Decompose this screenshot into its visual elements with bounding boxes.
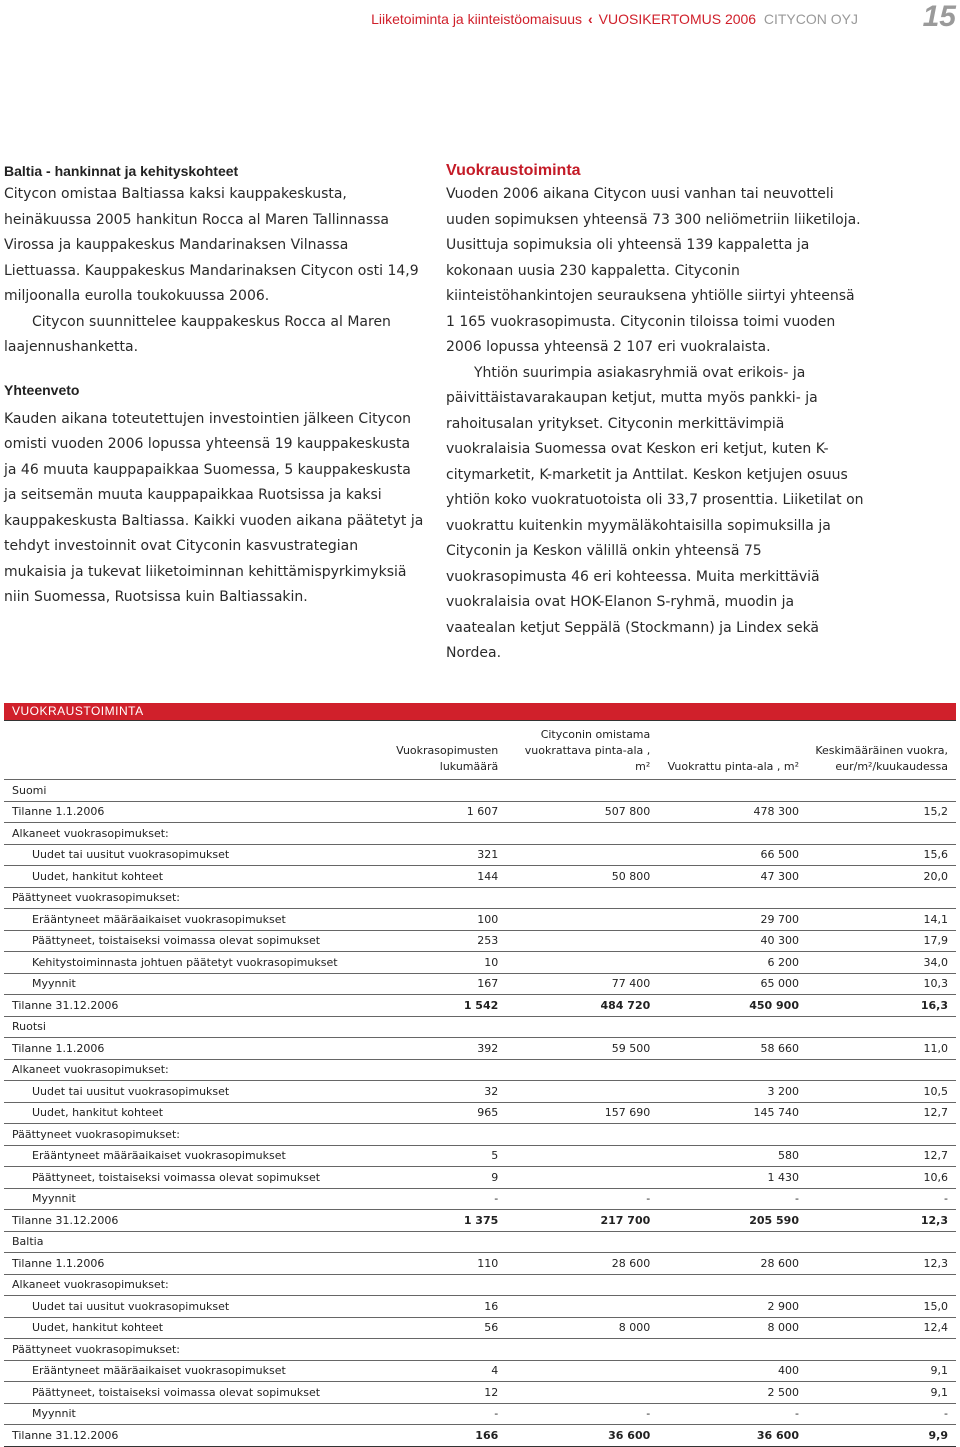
row-owned-area xyxy=(506,1145,658,1167)
table-row xyxy=(4,995,956,1017)
table-row xyxy=(4,1274,956,1296)
table-header-col-4: Keskimääräinen vuokra, eur/m²/kuukaudessa xyxy=(807,721,956,780)
row-avg-rent: 16,3 xyxy=(807,995,956,1017)
row-owned-area xyxy=(506,1231,658,1253)
table-row xyxy=(4,1016,956,1038)
row-avg-rent xyxy=(807,1124,956,1146)
row-leased-area xyxy=(658,1274,807,1296)
row-avg-rent: 12,3 xyxy=(807,1253,956,1275)
row-contracts: 16 xyxy=(386,1296,506,1318)
table-body xyxy=(4,780,956,1447)
row-leased-area: 3 200 xyxy=(658,1081,807,1103)
table-row xyxy=(4,973,956,995)
row-leased-area: 58 660 xyxy=(658,1038,807,1060)
table-row xyxy=(4,866,956,888)
row-label: Uudet, hankitut kohteet xyxy=(4,1102,386,1124)
row-owned-area xyxy=(506,1296,658,1318)
row-label: Uudet tai uusitut vuokrasopimukset xyxy=(4,844,386,866)
vuokraustoiminta-paragraph-2: Yhtiön suurimpia asiakasryhmiä ovat erikois- ja päivittäistavarakaupan ketjut, mutta myös pankki- ja rahoitusalan yritykset. Cityconin merkittävimpiä vuokralaisia Suomessa ovat Keskon eri ketjut, kuten K-citymarketit, K-marketit ja Anttilat. Keskon ketjujen osuus yhtiön koko vuokratuotoista oli 33,7 prosenttia. Liiketilat on vuokrattu kuitenkin myymäläkohtaisilla sopimuksilla ja Cityconin ja Keskon välillä onkin yhteensä 75 vuokrasopimusta 46 eri kohteessa. Muita merkittäviä vuokralaisia ovat HOK-Elanon S-ryhmä, muodin ja vaatealan ketjut Seppälä (Stockmann) ja Lindex sekä Nordea. xyxy=(446,364,864,661)
row-avg-rent xyxy=(807,780,956,802)
row-owned-area: 77 400 xyxy=(506,973,658,995)
baltia-paragraph-2: Citycon suunnittelee kauppakeskus Rocca al Maren laajennushanketta. xyxy=(4,313,391,355)
row-contracts: 4 xyxy=(386,1360,506,1382)
row-label: Suomi xyxy=(4,780,386,802)
row-contracts: - xyxy=(386,1403,506,1425)
row-avg-rent: 15,6 xyxy=(807,844,956,866)
row-contracts xyxy=(386,780,506,802)
row-avg-rent: - xyxy=(807,1403,956,1425)
row-contracts: 167 xyxy=(386,973,506,995)
row-label: Tilanne 31.12.2006 xyxy=(4,1425,386,1447)
vuokraustoiminta-paragraph-1: Vuoden 2006 aikana Citycon uusi vanhan tai neuvotteli uuden sopimuksen yhteensä 73 300 neliömetriin liiketiloja. Uusittuja sopimuksia oli yhteensä 139 kappaletta ja kokonaan uusia 230 kappaletta. Cityconin kiinteistöhankintojen seurauksena yhtiölle siirtyi yhteensä 1 165 vuokrasopimusta. Cityconin tiloissa toimi vuoden 2006 lopussa yhteensä 2 107 eri vuokralaista. xyxy=(446,186,861,355)
row-leased-area xyxy=(658,823,807,845)
row-leased-area xyxy=(658,1124,807,1146)
row-label: Kehitystoiminnasta johtuen päätetyt vuokrasopimukset xyxy=(4,952,386,974)
row-avg-rent: 17,9 xyxy=(807,930,956,952)
row-avg-rent: 11,0 xyxy=(807,1038,956,1060)
row-owned-area: - xyxy=(506,1403,658,1425)
right-column xyxy=(446,160,866,667)
row-owned-area xyxy=(506,930,658,952)
row-owned-area: 50 800 xyxy=(506,866,658,888)
row-leased-area xyxy=(658,1059,807,1081)
row-owned-area xyxy=(506,780,658,802)
table-row xyxy=(4,1360,956,1382)
row-owned-area xyxy=(506,1167,658,1189)
row-label: Uudet, hankitut kohteet xyxy=(4,866,386,888)
row-label: Päättyneet vuokrasopimukset: xyxy=(4,887,386,909)
row-avg-rent xyxy=(807,1016,956,1038)
table-row xyxy=(4,1382,956,1404)
row-avg-rent: 12,4 xyxy=(807,1317,956,1339)
row-contracts: 110 xyxy=(386,1253,506,1275)
table-row xyxy=(4,887,956,909)
table-row xyxy=(4,1145,956,1167)
row-leased-area: 6 200 xyxy=(658,952,807,974)
table-header-col-1: Vuokrasopimusten lukumäärä xyxy=(386,721,506,780)
row-owned-area xyxy=(506,909,658,931)
row-label: Uudet tai uusitut vuokrasopimukset xyxy=(4,1296,386,1318)
row-label: Erääntyneet määräaikaiset vuokrasopimukset xyxy=(4,1360,386,1382)
row-avg-rent: 15,0 xyxy=(807,1296,956,1318)
row-leased-area: 1 430 xyxy=(658,1167,807,1189)
row-owned-area xyxy=(506,1339,658,1361)
row-owned-area xyxy=(506,1382,658,1404)
row-owned-area: 507 800 xyxy=(506,801,658,823)
row-avg-rent: 9,9 xyxy=(807,1425,956,1447)
row-contracts: 965 xyxy=(386,1102,506,1124)
row-leased-area xyxy=(658,1016,807,1038)
row-avg-rent: 15,2 xyxy=(807,801,956,823)
row-contracts: 12 xyxy=(386,1382,506,1404)
row-avg-rent: 10,5 xyxy=(807,1081,956,1103)
row-leased-area xyxy=(658,1231,807,1253)
row-leased-area: 580 xyxy=(658,1145,807,1167)
row-contracts: 100 xyxy=(386,909,506,931)
row-contracts xyxy=(386,1059,506,1081)
vuokraustoiminta-heading: Vuokraustoiminta xyxy=(446,162,581,179)
row-avg-rent: 12,7 xyxy=(807,1102,956,1124)
row-owned-area xyxy=(506,1059,658,1081)
table-row xyxy=(4,1081,956,1103)
row-leased-area: - xyxy=(658,1403,807,1425)
table-row xyxy=(4,823,956,845)
table-row xyxy=(4,1188,956,1210)
table-row xyxy=(4,801,956,823)
table-row xyxy=(4,1425,956,1447)
row-label: Myynnit xyxy=(4,1188,386,1210)
table-row xyxy=(4,1167,956,1189)
yhteenveto-heading: Yhteenveto xyxy=(4,381,80,398)
row-label: Tilanne 31.12.2006 xyxy=(4,995,386,1017)
table-row xyxy=(4,844,956,866)
row-contracts: 392 xyxy=(386,1038,506,1060)
row-label: Alkaneet vuokrasopimukset: xyxy=(4,823,386,845)
table-row xyxy=(4,1253,956,1275)
row-owned-area xyxy=(506,952,658,974)
row-label: Myynnit xyxy=(4,973,386,995)
row-leased-area: 478 300 xyxy=(658,801,807,823)
table-row xyxy=(4,1403,956,1425)
leasing-table xyxy=(4,720,956,1447)
row-owned-area xyxy=(506,1360,658,1382)
row-leased-area: 2 500 xyxy=(658,1382,807,1404)
row-leased-area: - xyxy=(658,1188,807,1210)
row-owned-area xyxy=(506,1016,658,1038)
header-separator-icon: ‹ xyxy=(587,11,593,27)
running-header xyxy=(371,11,858,27)
row-contracts: - xyxy=(386,1188,506,1210)
row-leased-area: 36 600 xyxy=(658,1425,807,1447)
header-report: VUOSIKERTOMUS 2006 xyxy=(598,11,757,27)
row-leased-area: 205 590 xyxy=(658,1210,807,1232)
row-contracts: 166 xyxy=(386,1425,506,1447)
table-header-label xyxy=(4,721,386,780)
page-header xyxy=(0,0,960,40)
row-contracts: 5 xyxy=(386,1145,506,1167)
baltia-paragraph-1: Citycon omistaa Baltiassa kaksi kauppakeskusta, heinäkuussa 2005 hankitun Rocca al Maren Tallinnassa Virossa ja kauppakeskus Mandarinaksen Vilnassa Liettuassa. Kauppakeskus Mandarinaksen Citycon osti 14,9 miljoonalla eurolla toukokuussa 2006. xyxy=(4,186,419,304)
row-avg-rent xyxy=(807,1059,956,1081)
row-owned-area xyxy=(506,844,658,866)
row-avg-rent xyxy=(807,823,956,845)
row-leased-area: 47 300 xyxy=(658,866,807,888)
row-contracts xyxy=(386,1339,506,1361)
row-label: Päättyneet, toistaiseksi voimassa olevat sopimukset xyxy=(4,1382,386,1404)
row-avg-rent: 34,0 xyxy=(807,952,956,974)
row-leased-area: 28 600 xyxy=(658,1253,807,1275)
baltia-heading: Baltia - hankinnat ja kehityskohteet xyxy=(4,163,239,179)
row-leased-area: 40 300 xyxy=(658,930,807,952)
row-owned-area xyxy=(506,1081,658,1103)
row-leased-area: 2 900 xyxy=(658,1296,807,1318)
row-avg-rent xyxy=(807,1339,956,1361)
row-label: Päättyneet, toistaiseksi voimassa olevat sopimukset xyxy=(4,930,386,952)
row-label: Tilanne 1.1.2006 xyxy=(4,801,386,823)
row-owned-area xyxy=(506,823,658,845)
row-leased-area: 66 500 xyxy=(658,844,807,866)
header-company: CITYCON OYJ xyxy=(763,11,858,27)
row-leased-area: 29 700 xyxy=(658,909,807,931)
row-label: Alkaneet vuokrasopimukset: xyxy=(4,1274,386,1296)
row-contracts: 1 375 xyxy=(386,1210,506,1232)
row-contracts: 144 xyxy=(386,866,506,888)
row-contracts: 321 xyxy=(386,844,506,866)
row-label: Baltia xyxy=(4,1231,386,1253)
row-avg-rent: 9,1 xyxy=(807,1382,956,1404)
row-owned-area: 28 600 xyxy=(506,1253,658,1275)
row-label: Erääntyneet määräaikaiset vuokrasopimukset xyxy=(4,1145,386,1167)
header-section: Liiketoiminta ja kiinteistöomaisuus xyxy=(371,11,582,27)
table-row xyxy=(4,930,956,952)
row-owned-area: 484 720 xyxy=(506,995,658,1017)
row-contracts: 56 xyxy=(386,1317,506,1339)
row-owned-area: 36 600 xyxy=(506,1425,658,1447)
row-contracts xyxy=(386,887,506,909)
table-row xyxy=(4,1231,956,1253)
row-leased-area: 8 000 xyxy=(658,1317,807,1339)
row-avg-rent: 14,1 xyxy=(807,909,956,931)
row-owned-area: - xyxy=(506,1188,658,1210)
row-label: Päättyneet vuokrasopimukset: xyxy=(4,1339,386,1361)
table-row xyxy=(4,1317,956,1339)
row-owned-area xyxy=(506,1124,658,1146)
table-header-col-3: Vuokrattu pinta-ala , m² xyxy=(658,721,807,780)
row-contracts xyxy=(386,823,506,845)
row-owned-area: 59 500 xyxy=(506,1038,658,1060)
table-row xyxy=(4,1038,956,1060)
row-avg-rent: 10,6 xyxy=(807,1167,956,1189)
row-leased-area: 450 900 xyxy=(658,995,807,1017)
row-avg-rent: 10,3 xyxy=(807,973,956,995)
row-owned-area: 157 690 xyxy=(506,1102,658,1124)
row-avg-rent: 12,7 xyxy=(807,1145,956,1167)
page-number: 15 xyxy=(922,0,956,33)
row-avg-rent: 9,1 xyxy=(807,1360,956,1382)
row-contracts: 1 607 xyxy=(386,801,506,823)
row-leased-area: 400 xyxy=(658,1360,807,1382)
row-leased-area xyxy=(658,1339,807,1361)
table-row xyxy=(4,909,956,931)
table-title: VUOKRAUSTOIMINTA xyxy=(4,703,956,720)
row-label: Alkaneet vuokrasopimukset: xyxy=(4,1059,386,1081)
table-row xyxy=(4,1059,956,1081)
row-label: Tilanne 1.1.2006 xyxy=(4,1253,386,1275)
row-label: Päättyneet, toistaiseksi voimassa olevat sopimukset xyxy=(4,1167,386,1189)
row-leased-area xyxy=(658,780,807,802)
table-header-col-2: Cityconin omistama vuokrattava pinta-ala , m² xyxy=(506,721,658,780)
table-row xyxy=(4,780,956,802)
row-label: Myynnit xyxy=(4,1403,386,1425)
row-owned-area: 217 700 xyxy=(506,1210,658,1232)
row-contracts xyxy=(386,1274,506,1296)
yhteenveto-paragraph: Kauden aikana toteutettujen investointien jälkeen Citycon omisti vuoden 2006 lopussa yhteensä 19 kauppakeskusta ja 46 muuta kauppapaikkaa Suomessa, 5 kauppakeskusta ja seitsemän muuta kauppapaikkaa Ruotsissa ja kaksi kauppakeskusta Baltiassa. Kaikki vuoden aikana päätetyt ja tehdyt investoinnit ovat Cityconin kasvustrategian mukaisia ja tukevat liiketoiminnan kehittämispyrkimyksiä niin Suomessa, Ruotsissa kuin Baltiassakin. xyxy=(4,410,424,605)
row-contracts: 32 xyxy=(386,1081,506,1103)
row-avg-rent xyxy=(807,1274,956,1296)
row-label: Ruotsi xyxy=(4,1016,386,1038)
table-row xyxy=(4,1124,956,1146)
row-leased-area xyxy=(658,887,807,909)
row-avg-rent: - xyxy=(807,1188,956,1210)
row-label: Uudet tai uusitut vuokrasopimukset xyxy=(4,1081,386,1103)
row-label: Päättyneet vuokrasopimukset: xyxy=(4,1124,386,1146)
table-row xyxy=(4,952,956,974)
row-label: Tilanne 31.12.2006 xyxy=(4,1210,386,1232)
row-contracts: 10 xyxy=(386,952,506,974)
row-owned-area xyxy=(506,1274,658,1296)
table-header-row xyxy=(4,721,956,780)
row-contracts xyxy=(386,1124,506,1146)
row-contracts xyxy=(386,1016,506,1038)
row-avg-rent xyxy=(807,1231,956,1253)
table-row xyxy=(4,1210,956,1232)
row-label: Tilanne 1.1.2006 xyxy=(4,1038,386,1060)
row-leased-area: 145 740 xyxy=(658,1102,807,1124)
row-leased-area: 65 000 xyxy=(658,973,807,995)
leasing-table-section xyxy=(4,703,956,1447)
row-contracts: 253 xyxy=(386,930,506,952)
table-row xyxy=(4,1339,956,1361)
row-contracts xyxy=(386,1231,506,1253)
left-column xyxy=(4,160,424,611)
row-avg-rent xyxy=(807,887,956,909)
row-label: Erääntyneet määräaikaiset vuokrasopimukset xyxy=(4,909,386,931)
row-avg-rent: 20,0 xyxy=(807,866,956,888)
row-label: Uudet, hankitut kohteet xyxy=(4,1317,386,1339)
row-owned-area: 8 000 xyxy=(506,1317,658,1339)
row-owned-area xyxy=(506,887,658,909)
row-avg-rent: 12,3 xyxy=(807,1210,956,1232)
row-contracts: 9 xyxy=(386,1167,506,1189)
table-row xyxy=(4,1296,956,1318)
row-contracts: 1 542 xyxy=(386,995,506,1017)
table-row xyxy=(4,1102,956,1124)
